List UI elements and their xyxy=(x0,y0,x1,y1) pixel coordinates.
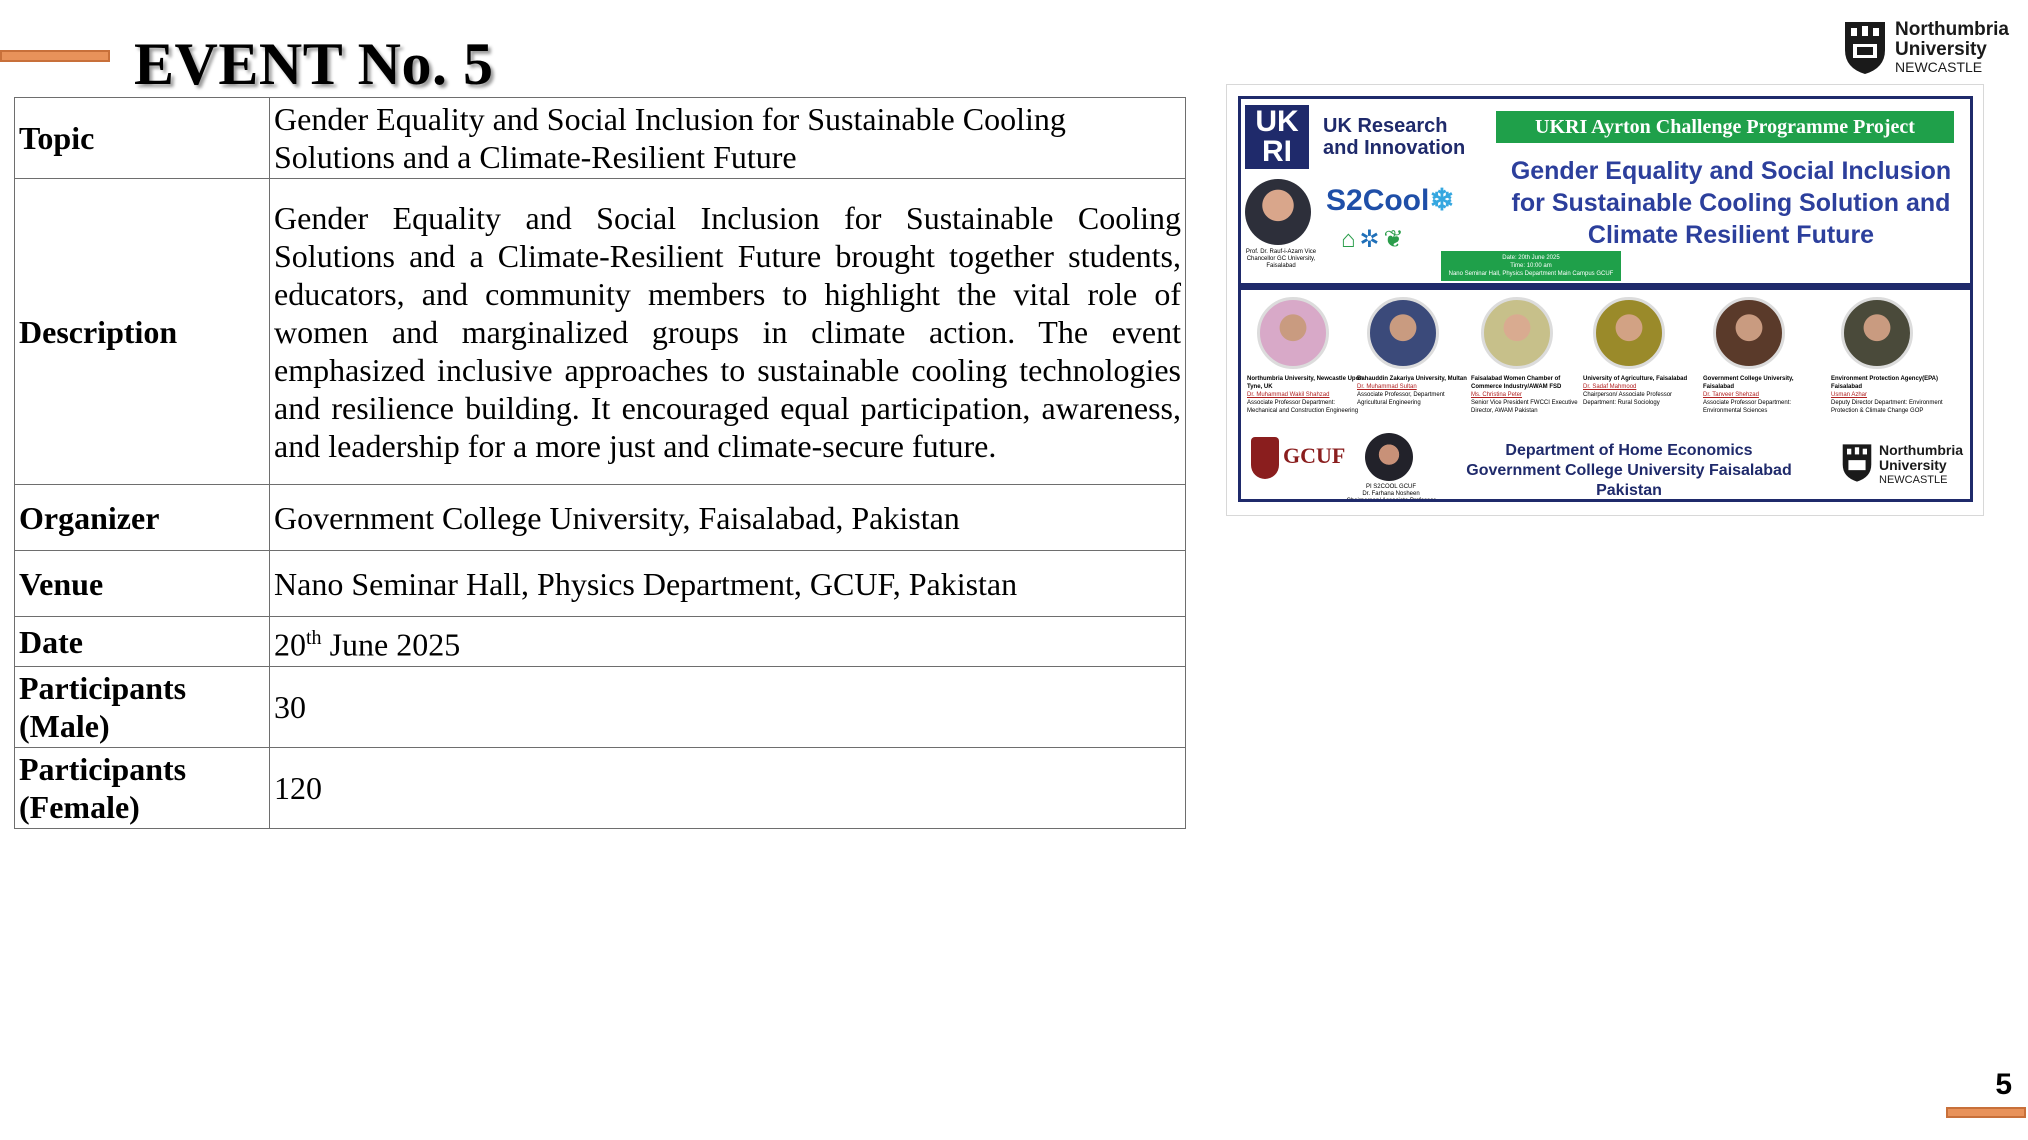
dept-line-1: Department of Home Economics xyxy=(1505,442,1753,459)
table-row xyxy=(15,617,1186,667)
speaker-desc: Senior Vice President FWCCI Executive Director, AWAM Pakistan xyxy=(1471,400,1578,414)
row-label-topic: Topic xyxy=(15,98,270,179)
gcuf-text: GCUF xyxy=(1283,443,1346,469)
s2cool-text: S2Cool xyxy=(1326,184,1430,217)
row-label-date: Date xyxy=(15,617,270,667)
table-row xyxy=(15,485,1186,551)
poster-northumbria-logo xyxy=(1841,443,1963,488)
s2cool-logo xyxy=(1326,183,1455,218)
row-label-participants-female: Participants (Female) xyxy=(15,748,270,829)
poster-header xyxy=(1241,99,1970,283)
speaker-photo xyxy=(1257,297,1329,369)
vc-caption: Prof. Dr. Rauf-i-Azam Vice Chancellor GC University, Faisalabad xyxy=(1245,249,1317,269)
speakers-row xyxy=(1241,297,1970,437)
brand-line-3: NEWCASTLE xyxy=(1895,58,1983,75)
row-value-date xyxy=(270,617,1186,667)
speaker-photo xyxy=(1713,297,1785,369)
snowflake-icon: ❄ xyxy=(1429,184,1455,217)
row-label-participants-male: Participants (Male) xyxy=(15,667,270,748)
table-row xyxy=(15,748,1186,829)
pi-caption-2: Dr. Farhana Nosheen xyxy=(1362,491,1420,497)
leaf-icon: ❦ xyxy=(1383,227,1408,253)
ukri-logo: UK RI xyxy=(1245,105,1309,169)
speaker-card xyxy=(1583,297,1701,407)
pi-caption-3: Chairperson/ Associate Professor xyxy=(1346,498,1436,502)
row-value-topic: Gender Equality and Social Inclusion for Sustainable Cooling Solutions and a Climate-Resilient Future xyxy=(270,98,1186,179)
speaker-photo xyxy=(1481,297,1553,369)
ukri-line-1: UK Research xyxy=(1323,115,1448,137)
ukri-name xyxy=(1323,115,1465,159)
brand-line-1: Northumbria xyxy=(1895,19,2009,40)
row-value-organizer: Government College University, Faisalabad, Pakistan xyxy=(270,485,1186,551)
dept-line-2: Government College University Faisalabad xyxy=(1466,462,1792,479)
northumbria-logo xyxy=(1843,20,2009,76)
footer-accent-bar xyxy=(1946,1107,2026,1118)
speaker-card xyxy=(1247,297,1365,415)
speaker-org: Northumbria University, Newcastle Upon Tyne, UK xyxy=(1247,376,1363,390)
pi-photo xyxy=(1365,433,1413,481)
vc-photo xyxy=(1245,179,1311,245)
speaker-card xyxy=(1357,297,1475,407)
gcuf-logo xyxy=(1251,437,1345,479)
speaker-desc: Associate Professor, Department Agricultural Engineering xyxy=(1357,392,1445,406)
date-suffix: th xyxy=(306,627,322,650)
northumbria-crest-icon xyxy=(1843,20,1887,76)
department-block xyxy=(1419,441,1839,501)
northumbria-crest-icon xyxy=(1841,443,1873,483)
poster-nu-line-3: NEWCASTLE xyxy=(1879,474,1948,486)
table-row xyxy=(15,179,1186,485)
speaker-org: Bahauddin Zakariya University, Multan xyxy=(1357,376,1467,382)
speaker-photo xyxy=(1593,297,1665,369)
speaker-card xyxy=(1471,297,1589,415)
row-value-participants-male: 30 xyxy=(270,667,1186,748)
poster-divider xyxy=(1241,283,1970,290)
table-row xyxy=(15,551,1186,617)
pi-caption-1: PI S2COOL GCUF xyxy=(1365,484,1417,490)
speaker-name: Dr. Muhammad Sultan xyxy=(1357,384,1417,390)
table-row xyxy=(15,667,1186,748)
speaker-card xyxy=(1703,297,1821,415)
brand-line-2: University xyxy=(1895,38,1987,60)
date-box-line-1: Date: 20th June 2025 xyxy=(1502,255,1560,261)
speaker-name: Usman Azhar xyxy=(1831,392,1868,398)
date-day: 20 xyxy=(274,626,306,663)
speaker-name: Dr. Muhammad Wakil Shahzad xyxy=(1247,392,1330,398)
programme-banner: UKRI Ayrton Challenge Programme Project xyxy=(1496,111,1954,143)
fan-icon: ✲ xyxy=(1359,227,1384,253)
speaker-desc: Chairperson/ Associate Professor Department: Rural Sociology xyxy=(1583,392,1673,406)
poster-nu-line-1: Northumbria xyxy=(1879,442,1963,458)
event-details-table xyxy=(14,97,1186,829)
row-value-description: Gender Equality and Social Inclusion for Sustainable Cooling Solutions and a Climate-Resilient Future brought together students, educators, and community members to highlight the vital role of women and marginalized groups in climate action. The event emphasized inclusive approaches to sustainable cooling technologies and resilience building. It encouraged equal participation, awareness, and leadership for a more just and climate-secure future. xyxy=(270,179,1186,485)
speaker-name: Dr. Tanveer Shehzad xyxy=(1703,392,1759,398)
row-value-venue: Nano Seminar Hall, Physics Department, GCUF, Pakistan xyxy=(270,551,1186,617)
speaker-card xyxy=(1831,297,1967,415)
page-number: 5 xyxy=(1995,1068,2012,1101)
speaker-org: Government College University, Faisalabad xyxy=(1703,376,1794,390)
speaker-desc: Deputy Director Department: Environment Protection & Climate Change GOP xyxy=(1831,400,1943,414)
row-label-description: Description xyxy=(15,179,270,485)
date-box-line-3: Nano Seminar Hall, Physics Department Main Campus GCUF xyxy=(1448,271,1614,277)
event-poster xyxy=(1238,96,1973,502)
table-row xyxy=(15,98,1186,179)
speaker-photo xyxy=(1841,297,1913,369)
slide-title: EVENT No. 5 xyxy=(134,31,494,97)
poster-title: Gender Equality and Social Inclusion for Sustainable Cooling Solution and Climate Resilient Future xyxy=(1510,157,1952,249)
speaker-desc: Associate Professor Department: Mechanical and Construction Engineering xyxy=(1247,400,1359,414)
speaker-photo xyxy=(1367,297,1439,369)
s2cool-icons xyxy=(1341,225,1408,254)
speaker-name: Ms. Christina Peter xyxy=(1471,392,1523,398)
speaker-org: Environment Protection Agency(EPA) Faisalabad xyxy=(1831,376,1939,390)
date-rest: June 2025 xyxy=(321,626,461,663)
ukri-line-2: and Innovation xyxy=(1323,137,1466,159)
poster-nu-line-2: University xyxy=(1879,457,1947,473)
gcuf-shield-icon xyxy=(1251,437,1279,479)
speaker-org: University of Agriculture, Faisalabad xyxy=(1583,376,1688,382)
row-label-venue: Venue xyxy=(15,551,270,617)
row-label-organizer: Organizer xyxy=(15,485,270,551)
title-accent-bar xyxy=(0,50,110,62)
house-icon: ⌂ xyxy=(1341,227,1360,253)
speaker-desc: Associate Professor Department: Environmental Sciences xyxy=(1703,400,1792,414)
dept-line-3: Pakistan xyxy=(1596,482,1662,499)
row-value-participants-female: 120 xyxy=(270,748,1186,829)
date-box-line-2: Time: 10:00 am xyxy=(1510,263,1552,269)
speaker-name: Dr. Sadaf Mahmood xyxy=(1583,384,1637,390)
date-box xyxy=(1441,251,1621,281)
speaker-org: Faisalabad Women Chamber of Commerce Industry/AWAM FSD xyxy=(1471,376,1562,390)
